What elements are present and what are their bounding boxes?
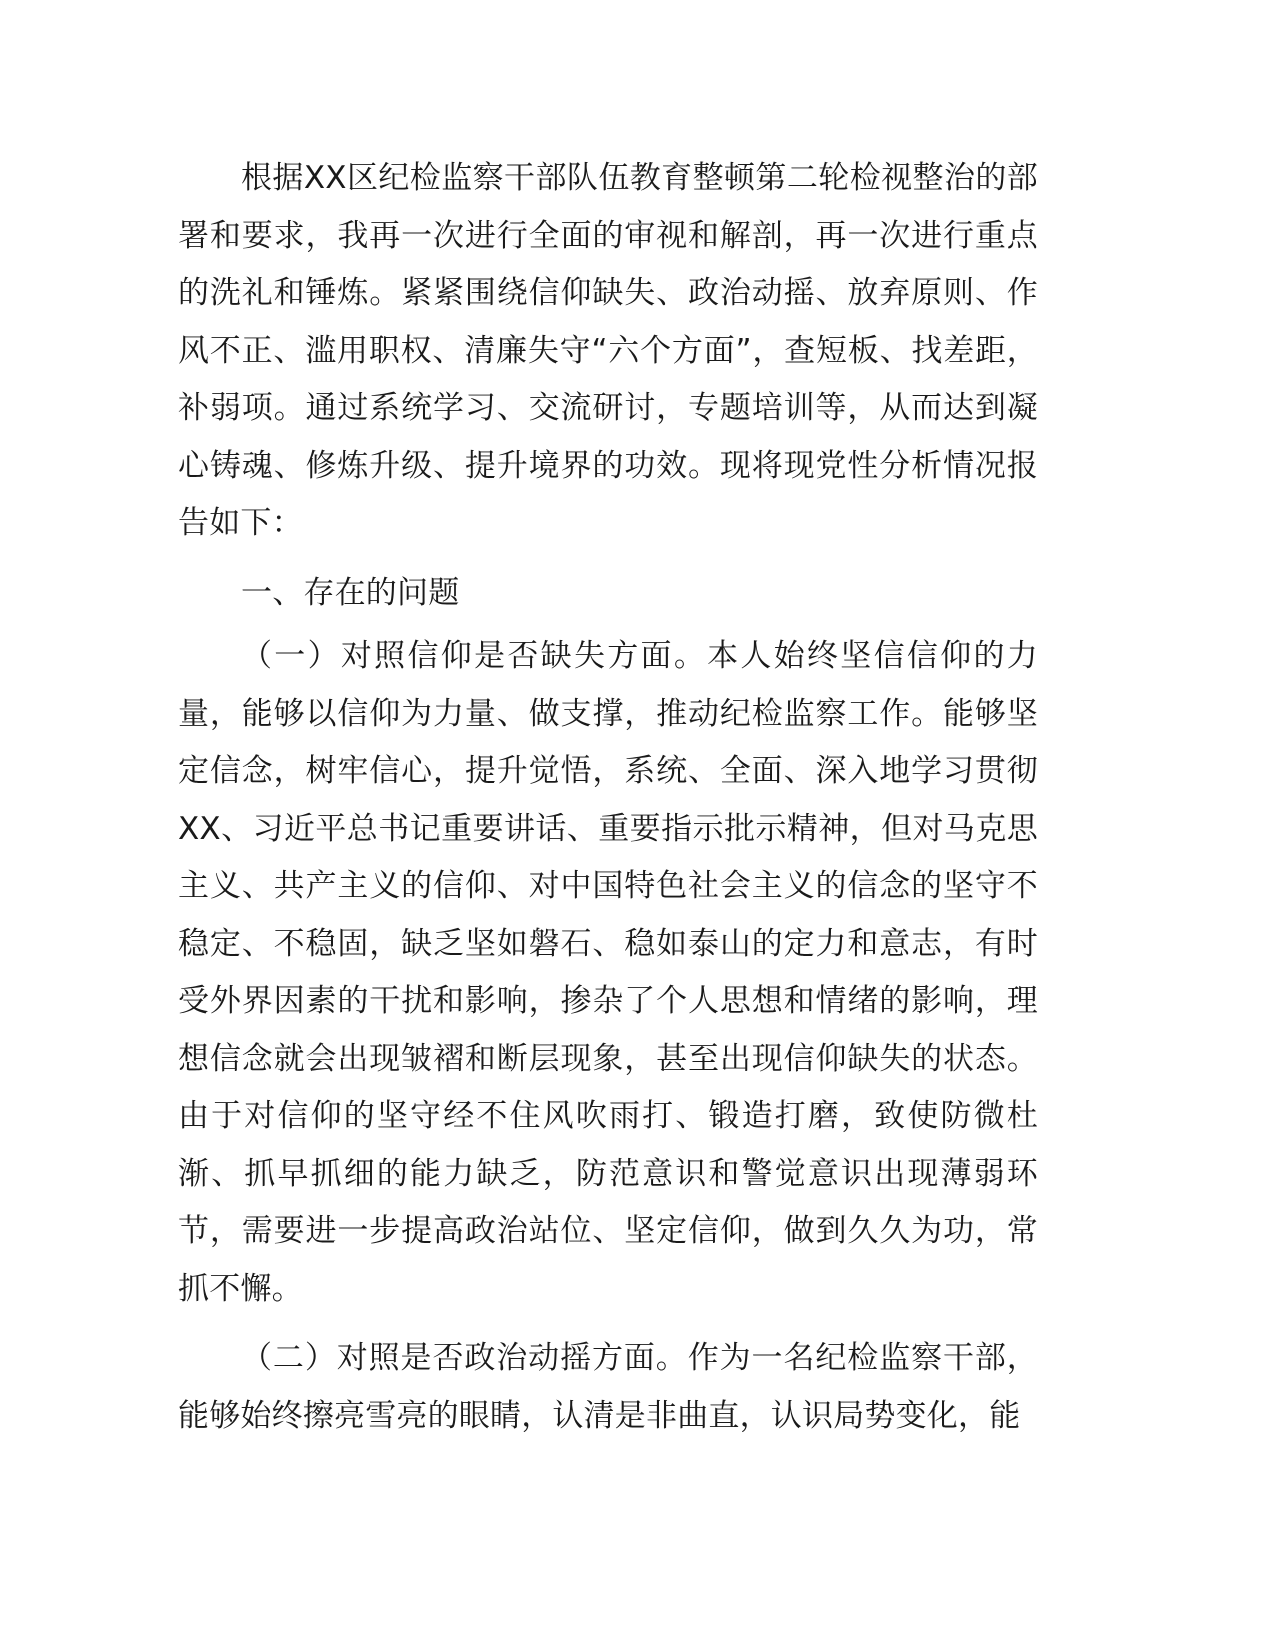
paragraph-political-aspect: （二）对照是否政治动摇方面。作为一名纪检监察干部，能够始终擦亮雪亮的眼睛，认清是非曲直，认识局势变化，能 [178,1340,1038,1434]
section-heading-problems: 一、存在的问题 [241,574,460,611]
document-page [178,150,1038,1445]
intro-paragraph: 根据XX区纪检监察干部队伍教育整顿第二轮检视整治的部署和要求，我再一次进行全面的审视和解剖，再一次进行重点的洗礼和锤炼。紧紧围绕信仰缺失、政治动摇、放弃原则、作风不正、滥用职权、清廉失守“六个方面”，查短板、找差距，补弱项。通过系统学习、交流研讨，专题培训等，从而达到凝心铸魂、修炼升级、提升境界的功效。现将现党性分析情况报告如下： [178,160,1038,541]
paragraph-belief-aspect: （一）对照信仰是否缺失方面。本人始终坚信信仰的力量，能够以信仰为力量、做支撑，推动纪检监察工作。能够坚定信念，树牢信心，提升觉悟，系统、全面、深入地学习贯彻XX、习近平总书记重要讲话、重要指示批示精神，但对马克思主义、共产主义的信仰、对中国特色社会主义的信念的坚守不稳定、不稳固，缺乏坚如磐石、稳如泰山的定力和意志，有时受外界因素的干扰和影响，掺杂了个人思想和情绪的影响，理想信念就会出现皱褶和断层现象，甚至出现信仰缺失的状态。由于对信仰的坚守经不住风吹雨打、锻造打磨，致使防微杜渐、抓早抓细的能力缺乏，防范意识和警觉意识出现薄弱环节，需要进一步提高政治站位、坚定信仰，做到久久为功，常抓不懈。 [178,638,1038,1307]
